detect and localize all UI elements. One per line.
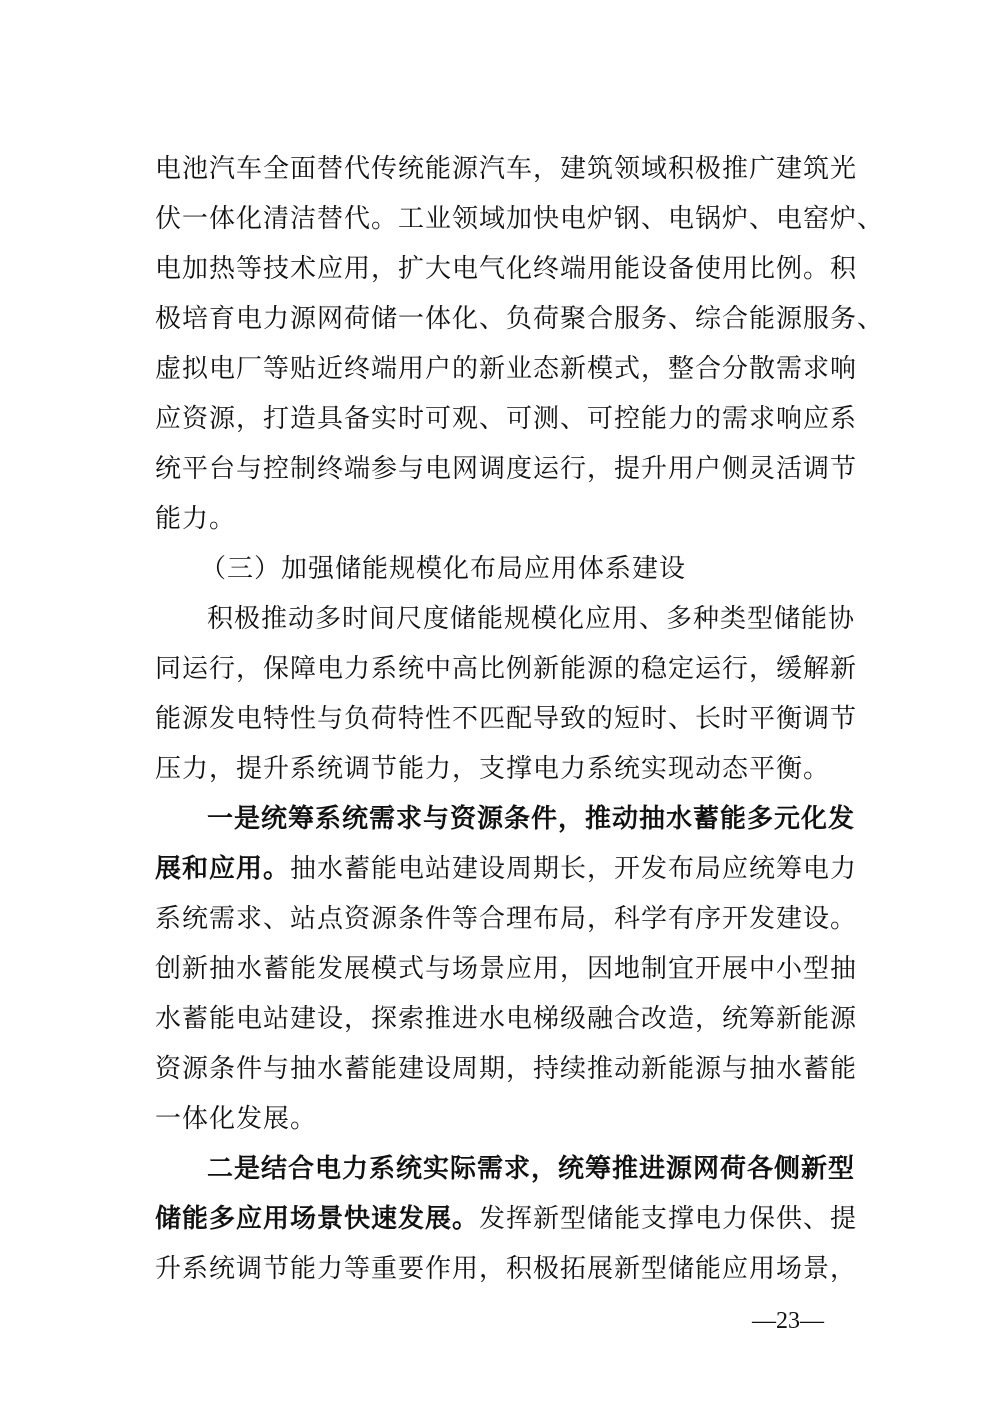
paragraph1-line-3: 电加热等技术应用，扩大电气化终端用能设备使用比例。积 — [155, 254, 858, 284]
paragraph1-line-4: 极培育电力源网荷储一体化、负荷聚合服务、综合能源服务、 — [155, 304, 885, 334]
paragraph3-bold-lead: 展和应用。 — [155, 854, 291, 884]
paragraph1-line-7: 统平台与控制终端参与电网调度运行，提升用户侧灵活调节 — [155, 454, 858, 484]
paragraph3-line-2 — [155, 849, 858, 889]
paragraph1-line-2: 伏一体化清洁替代。工业领域加快电炉钢、电锅炉、电窑炉、 — [155, 204, 885, 234]
paragraph2-line-1: 积极推动多时间尺度储能规模化应用、多种类型储能协 — [207, 604, 856, 634]
paragraph3-line-4: 创新抽水蓄能发展模式与场景应用，因地制宜开展中小型抽 — [155, 954, 858, 984]
paragraph2-line-4: 压力，提升系统调节能力，支撑电力系统实现动态平衡。 — [155, 754, 831, 784]
paragraph1-line-8: 能力。 — [155, 504, 237, 534]
paragraph1-line-6: 应资源，打造具备实时可观、可测、可控能力的需求响应系 — [155, 404, 858, 434]
paragraph4-bold-line-1: 二是结合电力系统实际需求，统筹推进源网荷各侧新型 — [207, 1154, 856, 1184]
paragraph2-line-3: 能源发电特性与负荷特性不匹配导致的短时、长时平衡调节 — [155, 704, 858, 734]
page-number: —23— — [752, 1308, 824, 1334]
paragraph4-line-3: 升系统调节能力等重要作用，积极拓展新型储能应用场景， — [155, 1254, 858, 1284]
paragraph4-bold-lead: 储能多应用场景快速发展。 — [155, 1204, 480, 1234]
paragraph3-line-5: 水蓄能电站建设，探索推进水电梯级融合改造，统筹新能源 — [155, 1004, 858, 1034]
paragraph4-line-2 — [155, 1199, 858, 1239]
paragraph1-line-5: 虚拟电厂等贴近终端用户的新业态新模式，整合分散需求响 — [155, 354, 858, 384]
paragraph3-line-3: 系统需求、站点资源条件等合理布局，科学有序开发建设。 — [155, 904, 858, 934]
paragraph1-line-1: 电池汽车全面替代传统能源汽车，建筑领域积极推广建筑光 — [155, 154, 858, 184]
paragraph2-line-2: 同运行，保障电力系统中高比例新能源的稳定运行，缓解新 — [155, 654, 858, 684]
paragraph3-line-2-rest: 抽水蓄能电站建设周期长，开发布局应统筹电力 — [290, 854, 858, 884]
paragraph3-bold-line-1: 一是统筹系统需求与资源条件，推动抽水蓄能多元化发 — [207, 804, 856, 834]
section-heading: （三）加强储能规模化布局应用体系建设 — [200, 554, 687, 584]
paragraph3-line-6: 资源条件与抽水蓄能建设周期，持续推动新能源与抽水蓄能 — [155, 1054, 858, 1084]
paragraph3-line-7: 一体化发展。 — [155, 1104, 318, 1134]
paragraph4-line-2-rest: 发挥新型储能支撑电力保供、提 — [479, 1204, 858, 1234]
